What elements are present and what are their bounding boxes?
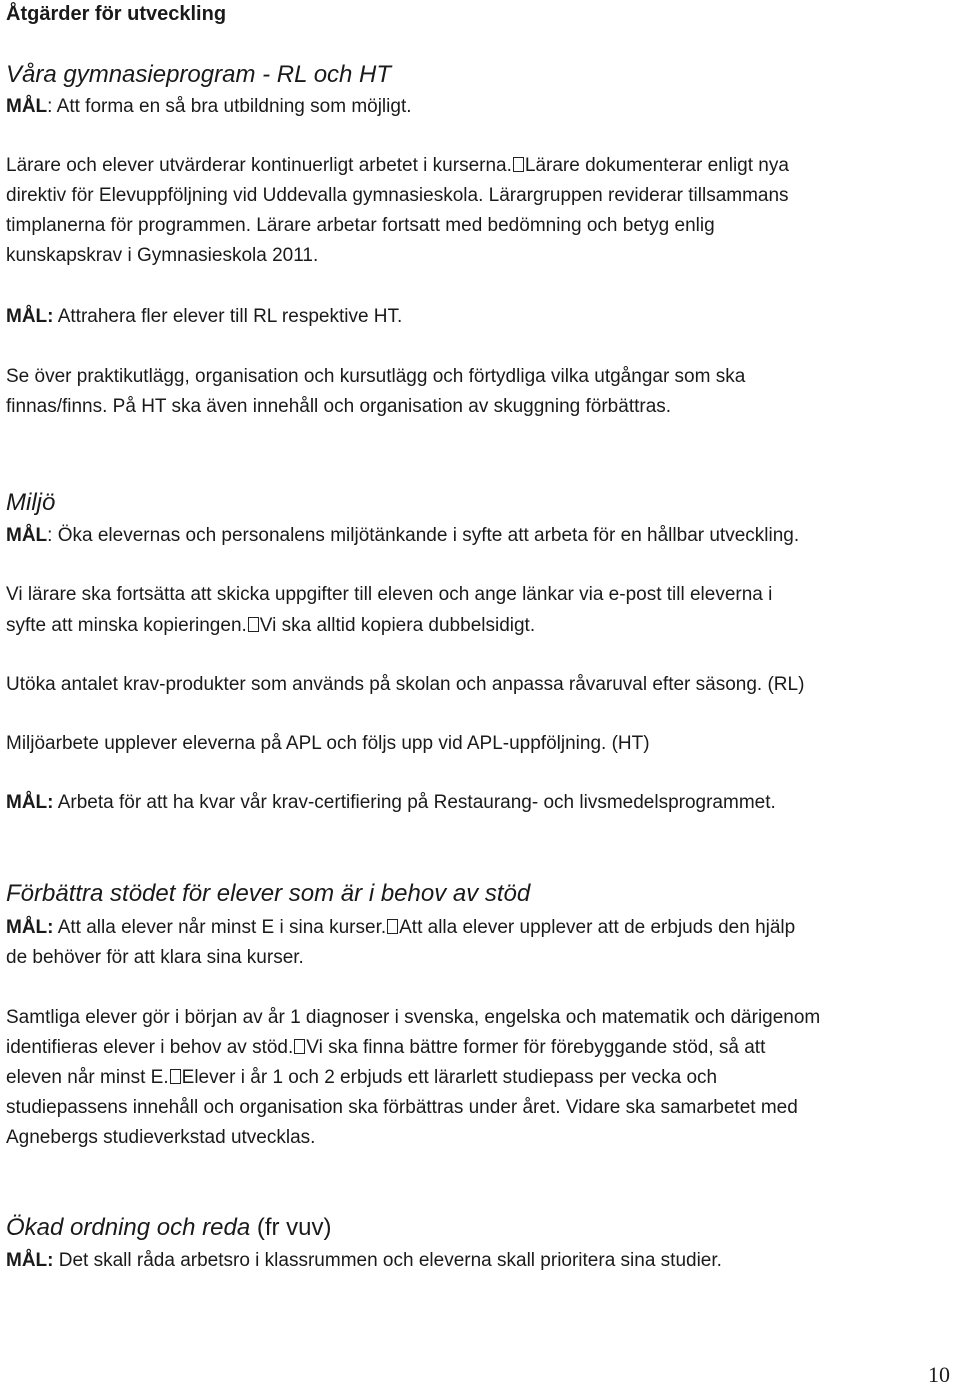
paragraph-line: Samtliga elever gör i början av år 1 diagnoser i svenska, engelska och matematik och därigenom [6,1007,821,1028]
missing-glyph-icon [513,157,524,172]
paragraph-text: Lärare och elever utvärderar kontinuerligt arbetet i kurserna. [6,155,512,176]
goal-label: MÅL: [6,917,54,938]
goal-ordning [6,1246,722,1276]
paragraph-line [6,1033,765,1063]
paragraph-line: kunskapskrav i Gymnasieskola 2011. [6,245,319,266]
page-number: 10 [928,1362,950,1387]
paragraph-line [6,1063,717,1093]
paragraph-text: Vi ska finna bättre former för förebyggande stöd, så att [306,1037,766,1058]
paragraph-line: finnas/finns. På HT ska även innehåll och organisation av skuggning förbättras. [6,396,672,417]
section-heading-miljo: Miljö [6,489,56,516]
paragraph-line: direktiv för Elevuppföljning vid Uddevalla gymnasieskola. Lärargruppen reviderar tillsammans [6,185,789,206]
paragraph-text: identifieras elever i behov av stöd. [6,1037,294,1058]
section-heading-ordning [6,1213,332,1243]
goal-label: MÅL: [6,1250,54,1271]
paragraph-line: Vi lärare ska fortsätta att skicka uppgifter till eleven och ange länkar via e-post till eleverna i [6,584,773,605]
goal-text: Det skall råda arbetsro i klassrummen och eleverna skall prioritera sina studier. [53,1250,722,1271]
goal-label: MÅL: [6,792,54,813]
missing-glyph-icon [387,919,398,934]
goal-label: MÅL [6,525,48,546]
paragraph-line: Miljöarbete upplever eleverna på APL och följs upp vid APL-uppföljning. (HT) [6,733,650,754]
section-heading-text: Ökad ordning och reda [6,1214,251,1241]
goal-text: Arbeta för att ha kvar vår krav-certifiering på Restaurang- och livsmedelsprogrammet. [53,792,776,813]
missing-glyph-icon [248,617,259,632]
goal-label: MÅL [6,96,48,117]
goal-label: MÅL: [6,306,54,327]
section-heading-gymnasieprogram: Våra gymnasieprogram - RL och HT [6,61,392,88]
paragraph-line: studiepassens innehåll och organisation ska förbättras under året. Vidare ska samarbetet med [6,1097,798,1118]
missing-glyph-icon [294,1039,305,1054]
paragraph-text: syfte att minska kopieringen. [6,615,247,636]
goal-krav-certification [6,788,776,818]
paragraph-line [6,611,535,641]
goal-miljo [6,521,799,551]
paragraph-line: Se över praktikutlägg, organisation och kursutlägg och förtydliga vilka utgångar som ska [6,366,746,387]
goal-text: : Att forma en så bra utbildning som möjligt. [47,96,412,117]
goal-text: Att alla elever når minst E i sina kurser. [53,917,387,938]
goal-text: Att alla elever upplever att de erbjuds den hjälp [399,917,796,938]
paragraph-text: Elever i år 1 och 2 erbjuds ett lärarlett studiepass per vecka och [181,1067,718,1088]
goal-stod [6,913,795,943]
goal-gymnasieprogram [6,92,412,122]
paragraph-line: Utöka antalet krav-produkter som används på skolan och anpassa råvaruval efter säsong. (RL) [6,674,805,695]
missing-glyph-icon [170,1069,181,1084]
document-title: Åtgärder för utveckling [6,3,227,25]
paragraph-line: Agnebergs studieverkstad utvecklas. [6,1127,316,1148]
paragraph-text: Lärare dokumenterar enligt nya [524,155,789,176]
goal-attract-students [6,302,402,332]
section-heading-stod: Förbättra stödet för elever som är i behov av stöd [6,880,531,907]
paragraph-line: timplanerna för programmen. Lärare arbetar fortsatt med bedömning och betyg enlig [6,215,715,236]
goal-text: Attrahera fler elever till RL respektive HT. [53,306,403,327]
section-heading-suffix: (fr vuv) [250,1214,332,1241]
paragraph-line: de behöver för att klara sina kurser. [6,947,304,968]
paragraph-text: Vi ska alltid kopiera dubbelsidigt. [259,615,536,636]
paragraph-text: eleven når minst E. [6,1067,169,1088]
goal-text: : Öka elevernas och personalens miljötänkande i syfte att arbeta för en hållbar utveckling. [47,525,800,546]
paragraph-line [6,151,789,181]
